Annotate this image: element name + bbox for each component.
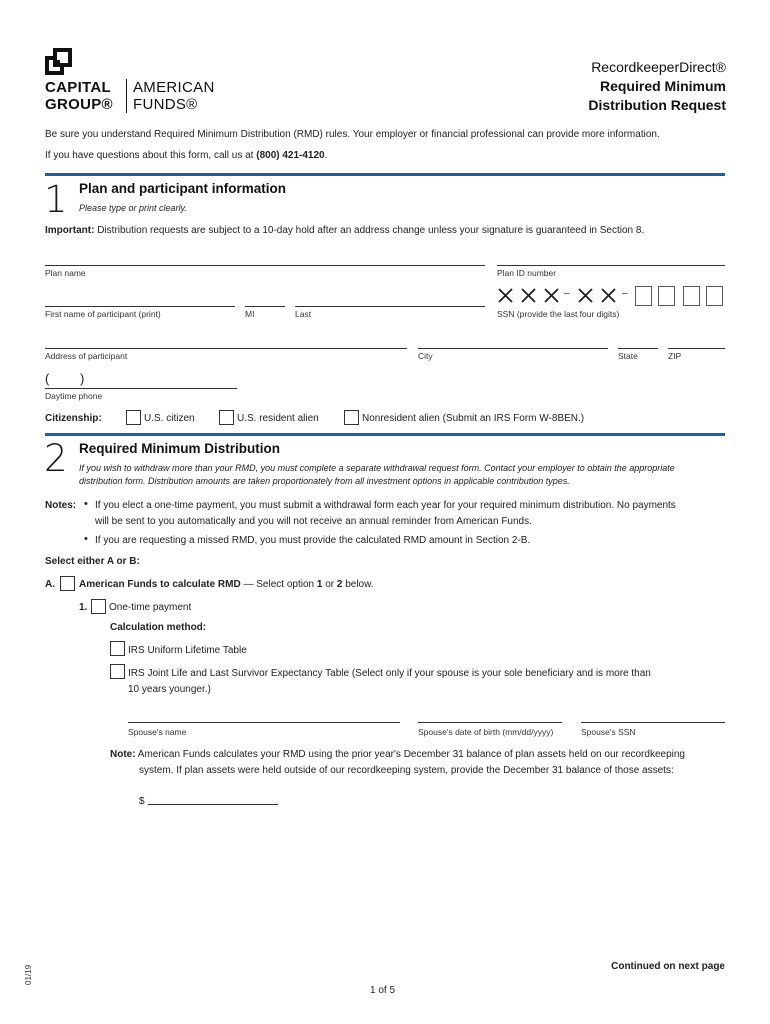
note1-bullet: •	[84, 498, 88, 510]
uniform-lifetime-table-checkbox[interactable]	[110, 641, 125, 656]
logo-text-american: AMERICAN	[133, 79, 215, 96]
form-date-code: 01/19	[24, 964, 33, 985]
plan-id-field[interactable]	[497, 265, 725, 266]
section1-subtitle: Please type or print clearly.	[79, 203, 187, 213]
daytime-phone-label: Daytime phone	[45, 391, 103, 401]
city-label: City	[418, 351, 433, 361]
plan-assets-balance-field[interactable]	[148, 804, 278, 805]
us-resident-alien-label: U.S. resident alien	[237, 413, 319, 424]
phone-close-paren: )	[80, 371, 85, 386]
section1-title: Plan and participant information	[79, 181, 287, 196]
zip-label: ZIP	[668, 351, 682, 361]
note1-line1: If you elect a one-time payment, you must submit a withdrawal form each year for your required minimum distribution. No payments	[95, 500, 676, 511]
section2-rule	[45, 433, 725, 436]
calculation-method-label: Calculation method:	[110, 622, 207, 633]
address-field[interactable]	[45, 348, 407, 349]
note2-bullet: •	[84, 533, 88, 545]
notes-label: Notes:	[45, 500, 77, 511]
spouse-ssn-label: Spouse's SSN	[581, 727, 636, 737]
ssn-digit-box[interactable]	[706, 286, 723, 306]
ssn-dash: –	[622, 288, 628, 299]
help-phone[interactable]: (800) 421-4120	[256, 150, 325, 161]
us-resident-alien-checkbox[interactable]	[219, 410, 234, 425]
logo-text-group: GROUP®	[45, 96, 113, 113]
ssn-masked-digit	[520, 287, 537, 304]
ssn-masked-digit	[577, 287, 594, 304]
address-label: Address of participant	[45, 351, 128, 361]
logo-text-funds: FUNDS®	[133, 96, 198, 113]
form-title-line2: Distribution Request	[588, 97, 726, 113]
select-a-or-b: Select either A or B:	[45, 556, 140, 567]
note2: If you are requesting a missed RMD, you must provide the calculated RMD amount in Section 2-B.	[95, 535, 531, 546]
important-notice: Important: Distribution requests are subject to a 10-day hold after an address change unless your signature is guaranteed in Section 8.	[45, 225, 645, 236]
ssn-masked-digit	[543, 287, 560, 304]
plan-name-field[interactable]	[45, 265, 485, 266]
product-name: RecordkeeperDirect®	[591, 59, 726, 75]
mi-label: MI	[245, 309, 255, 319]
form-header	[588, 58, 726, 115]
citizenship-label: Citizenship:	[45, 413, 102, 424]
zip-field[interactable]	[668, 348, 725, 349]
logo-capital-group	[45, 79, 113, 113]
option-a-checkbox[interactable]	[60, 576, 75, 591]
state-label: State	[618, 351, 638, 361]
spouse-name-field[interactable]	[128, 722, 400, 723]
ssn-label: SSN (provide the last four digits)	[497, 309, 620, 319]
section2-subtitle-line1: If you wish to withdraw more than your RMD, you must complete a separate withdrawal request form. Contact your employer to obtain the appropriate	[79, 463, 675, 473]
ssn-masked-digit	[497, 287, 514, 304]
nonresident-alien-checkbox[interactable]	[344, 410, 359, 425]
spouse-dob-field[interactable]	[418, 722, 562, 723]
first-name-label: First name of participant (print)	[45, 309, 161, 319]
ssn-digit-box[interactable]	[683, 286, 700, 306]
plan-name-label: Plan name	[45, 268, 86, 278]
option-a-text: American Funds to calculate RMD — Select option 1 or 2 below.	[79, 579, 374, 590]
spouse-name-label: Spouse's name	[128, 727, 187, 737]
phone-open-paren: (	[45, 371, 50, 386]
intro-line1: Be sure you understand Required Minimum Distribution (RMD) rules. Your employer or financial professional can provide more information.	[45, 129, 660, 140]
state-field[interactable]	[618, 348, 658, 349]
ssn-digit-box[interactable]	[658, 286, 675, 306]
spouse-ssn-field[interactable]	[581, 722, 725, 723]
intro-line2: If you have questions about this form, call us at (800) 421-4120.	[45, 150, 328, 161]
section1-rule	[45, 173, 725, 176]
us-citizen-checkbox[interactable]	[126, 410, 141, 425]
uniform-lifetime-table-label: IRS Uniform Lifetime Table	[128, 645, 247, 656]
ssn-masked-digit	[600, 287, 617, 304]
spouse-dob-label: Spouse's date of birth (mm/dd/yyyy)	[418, 727, 554, 737]
plan-id-label: Plan ID number	[497, 268, 557, 278]
daytime-phone-field[interactable]	[45, 388, 237, 389]
last-name-label: Last	[295, 309, 312, 319]
one-time-payment-checkbox[interactable]	[91, 599, 106, 614]
last-name-field[interactable]	[295, 306, 485, 307]
form-title-line1: Required Minimum	[599, 78, 726, 94]
joint-life-table-line1: IRS Joint Life and Last Survivor Expectancy Table (Select only if your spouse is your sole beneficiary and is more than	[128, 668, 651, 679]
ssn-digit-box[interactable]	[635, 286, 652, 306]
note-line2: system. If plan assets were held outside of our recordkeeping system, provide the December 31 balance of those assets:	[139, 765, 674, 776]
joint-life-table-line2: 10 years younger.)	[128, 684, 211, 695]
option-a-label: A.	[45, 579, 55, 590]
dollar-sign: $	[139, 796, 145, 807]
first-name-field[interactable]	[45, 306, 235, 307]
section2-subtitle-line2: distribution form. Distribution amounts are taken proportionately from all investment options in applicable contribution types.	[79, 476, 570, 486]
note1-line2: will be sent to you automatically and you will not receive an annual reminder from American Funds.	[95, 516, 532, 527]
city-field[interactable]	[418, 348, 608, 349]
joint-life-table-checkbox[interactable]	[110, 664, 125, 679]
continued-next-page: Continued on next page	[611, 961, 725, 972]
logo-text-capital: CAPITAL	[45, 79, 111, 96]
nonresident-alien-label: Nonresident alien (Submit an IRS Form W-8BEN.)	[362, 413, 585, 424]
us-citizen-label: U.S. citizen	[144, 413, 195, 424]
note-line1: Note: American Funds calculates your RMD using the prior year's December 31 balance of plan assets held on our recordkeeping	[110, 749, 685, 760]
page-number: 1 of 5	[370, 985, 396, 996]
section2-title: Required Minimum Distribution	[79, 441, 280, 456]
option-1-number: 1.	[79, 602, 88, 613]
capital-group-logo-icon	[45, 48, 72, 75]
logo-american-funds	[126, 79, 215, 113]
ssn-dash: –	[564, 288, 570, 299]
section2-number: 2	[44, 437, 68, 480]
section1-number: 1	[44, 178, 68, 221]
mi-field[interactable]	[245, 306, 285, 307]
one-time-payment-label: One-time payment	[109, 602, 192, 613]
